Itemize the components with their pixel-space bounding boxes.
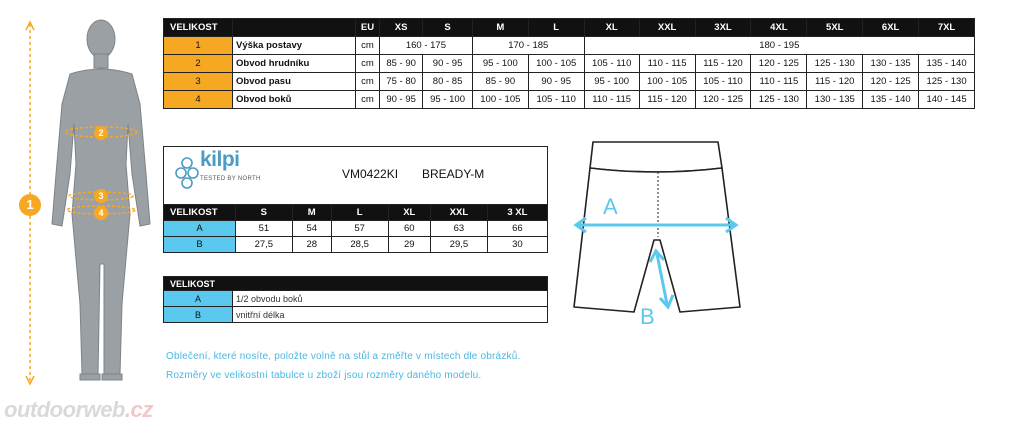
product-code: VM0422KI [342, 167, 399, 181]
marker-2-label: 2 [98, 128, 104, 138]
header-cell: XS [379, 19, 422, 37]
table-cell: 110 - 115 [639, 55, 695, 73]
marker-4-label: 4 [98, 208, 104, 218]
header-cell [233, 19, 356, 37]
row-key: B [164, 237, 236, 253]
table-cell: 125 - 130 [919, 73, 975, 91]
table-cell: 105 - 110 [584, 55, 639, 73]
product-name: BREADY-M [422, 167, 485, 181]
table-cell: 110 - 115 [751, 73, 807, 91]
table-cell: 95 - 100 [423, 91, 473, 109]
table-cell: 120 - 125 [695, 91, 751, 109]
size-table-header [164, 19, 975, 37]
shorts-label-a: A [603, 194, 618, 219]
row-label: Obvod pasu [233, 73, 356, 91]
table-row [164, 91, 975, 109]
logo-wordmark: kilpi [200, 148, 240, 171]
table-row [164, 55, 975, 73]
table-cell: 160 - 175 [379, 37, 472, 55]
table-cell: 90 - 95 [379, 91, 422, 109]
table-cell: 130 - 135 [863, 55, 919, 73]
row-label: Obvod hrudníku [233, 55, 356, 73]
instruction-note: Oblečení, které nosíte, položte volně na stůl a změřte v místech dle obrázků. [166, 351, 521, 362]
table-row [164, 291, 548, 307]
header-cell: M [472, 19, 528, 37]
table-cell: 135 - 140 [863, 91, 919, 109]
header-cell: S [423, 19, 473, 37]
row-label: Obvod boků [233, 91, 356, 109]
table-cell: 110 - 115 [584, 91, 639, 109]
table-row [164, 221, 548, 237]
table-cell: 120 - 125 [751, 55, 807, 73]
table-row [164, 237, 548, 253]
table-cell: 100 - 105 [472, 91, 528, 109]
row-label: Výška postavy [233, 37, 356, 55]
table-cell: 125 - 130 [751, 91, 807, 109]
model-note: Rozměry ve velikostní tabulce u zboží jsou rozměry daného modelu. [166, 370, 482, 381]
header-cell: XL [388, 205, 431, 221]
watermark-tld: .cz [124, 397, 153, 422]
header-cell: XXL [431, 205, 488, 221]
table-cell: 27,5 [236, 237, 293, 253]
marker-4 [94, 206, 108, 220]
marker-3 [94, 189, 108, 203]
row-description: 1/2 obvodu boků [233, 291, 548, 307]
shorts-label-b: B [640, 304, 655, 329]
table-cell: 90 - 95 [423, 55, 473, 73]
measure-table [163, 204, 548, 253]
table-row [164, 73, 975, 91]
table-cell: 100 - 105 [639, 73, 695, 91]
header-cell: VELIKOST [164, 277, 548, 291]
table-cell: 51 [236, 221, 293, 237]
unit-cell: cm [356, 91, 380, 109]
measure-table-header [164, 205, 548, 221]
table-cell: 90 - 95 [528, 73, 584, 91]
table-cell: 75 - 80 [379, 73, 422, 91]
table-cell: 80 - 85 [423, 73, 473, 91]
table-cell: 60 [388, 221, 431, 237]
header-cell: VELIKOST [164, 19, 233, 37]
table-row [164, 307, 548, 323]
table-cell: 57 [331, 221, 388, 237]
row-description: vnitřní délka [233, 307, 548, 323]
header-cell: L [528, 19, 584, 37]
header-cell: XXL [639, 19, 695, 37]
watermark [4, 397, 153, 423]
table-cell: 85 - 90 [379, 55, 422, 73]
header-cell: L [331, 205, 388, 221]
header-cell: 6XL [863, 19, 919, 37]
table-cell: 29 [388, 237, 431, 253]
marker-3-label: 3 [98, 191, 104, 201]
table-cell: 105 - 110 [528, 91, 584, 109]
header-cell: 4XL [751, 19, 807, 37]
table-cell: 125 - 130 [807, 55, 863, 73]
table-cell: 120 - 125 [863, 73, 919, 91]
table-row [164, 37, 975, 55]
product-header [163, 146, 548, 204]
header-cell: XL [584, 19, 639, 37]
header-cell: VELIKOST [164, 205, 236, 221]
marker-1-label: 1 [26, 197, 34, 212]
table-cell: 130 - 135 [807, 91, 863, 109]
table-cell: 140 - 145 [919, 91, 975, 109]
row-number: 2 [164, 55, 233, 73]
kilpi-logo-icon [174, 153, 200, 193]
table-cell: 85 - 90 [472, 73, 528, 91]
table-cell: 54 [292, 221, 331, 237]
table-cell: 100 - 105 [528, 55, 584, 73]
row-number: 3 [164, 73, 233, 91]
table-cell: 180 - 195 [584, 37, 974, 55]
table-cell: 115 - 120 [695, 55, 751, 73]
header-cell: M [292, 205, 331, 221]
header-cell: 3XL [695, 19, 751, 37]
header-cell: 3 XL [487, 205, 547, 221]
header-cell: EU [356, 19, 380, 37]
legend-table [163, 276, 548, 323]
table-cell: 28,5 [331, 237, 388, 253]
table-cell: 105 - 110 [695, 73, 751, 91]
table-cell: 63 [431, 221, 488, 237]
row-number: 1 [164, 37, 233, 55]
table-cell: 135 - 140 [919, 55, 975, 73]
table-cell: 30 [487, 237, 547, 253]
header-cell: 5XL [807, 19, 863, 37]
unit-cell: cm [356, 55, 380, 73]
table-cell: 66 [487, 221, 547, 237]
header-cell: S [236, 205, 293, 221]
table-cell: 115 - 120 [639, 91, 695, 109]
table-cell: 95 - 100 [584, 73, 639, 91]
legend-table-header [164, 277, 548, 291]
row-number: 4 [164, 91, 233, 109]
row-key: B [164, 307, 233, 323]
marker-2 [94, 126, 108, 140]
size-table [163, 18, 975, 109]
shorts-diagram [568, 132, 748, 332]
table-cell: 115 - 120 [807, 73, 863, 91]
table-cell: 95 - 100 [472, 55, 528, 73]
watermark-main: outdoorweb [4, 397, 125, 422]
row-key: A [164, 221, 236, 237]
header-cell: 7XL [919, 19, 975, 37]
table-cell: 170 - 185 [472, 37, 584, 55]
unit-cell: cm [356, 73, 380, 91]
logo-tagline: TESTED BY NORTH [200, 176, 261, 182]
marker-1 [19, 194, 41, 216]
table-cell: 28 [292, 237, 331, 253]
table-cell: 29,5 [431, 237, 488, 253]
row-key: A [164, 291, 233, 307]
unit-cell: cm [356, 37, 380, 55]
